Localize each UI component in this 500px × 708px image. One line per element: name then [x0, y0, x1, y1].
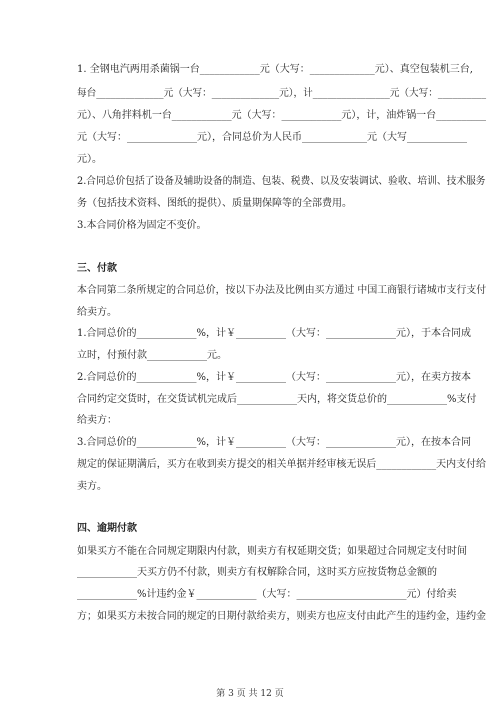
- payment-item-1-line-2: 立时，付预付款____________元。: [77, 350, 227, 361]
- payment-item-3-line-3: 卖方。: [77, 481, 107, 492]
- price-item-2-line-2: 务（包括技术资料、图纸的提供）、质量期保障等的全部费用。: [77, 198, 352, 209]
- price-item-3: 3.本合同价格为固定不变价。: [77, 220, 207, 231]
- overdue-line-3: ____________%计违约金￥____________（大写：______________________元）付给卖: [77, 589, 457, 600]
- payment-item-3-line-1: 3.合同总价的____________%，计￥__________（大写：______________元），在按本合同: [77, 437, 472, 448]
- price-item-1-line-5: 元）。: [77, 154, 102, 165]
- payment-item-2-line-1: 2.合同总价的____________%，计￥__________（大写：______________元），在卖方按本: [77, 372, 472, 383]
- overdue-line-4: 方；如果买方未按合同的规定的日期付款给卖方，则卖方也应支付由此产生的违约金，违约金: [77, 611, 487, 622]
- price-item-2-line-1: 2.合同总价包括了设备及辅助设备的制造、包装、税费、以及安装调试、验收、培训、技术服务: [77, 176, 486, 187]
- overdue-line-1: 如果买方不能在合同规定期限内付款，则卖方有权延期交货；如果超过合同规定支付时间: [77, 546, 467, 557]
- payment-item-2-line-3: 给卖方：: [77, 415, 117, 426]
- section-heading-payment: 三、付款: [77, 263, 117, 274]
- payment-item-3-line-2: 规定的保证期满后，买方在收到卖方提交的相关单据并经审核无误后____________天内支付给: [77, 459, 487, 470]
- price-item-1-line-2: 每台______________元（大写：______________元），计________________元（大写：__________: [77, 88, 487, 99]
- payment-item-2-line-2: 合同约定交货时，在交货试机完成后____________天内，将交货总价的____________%支付: [77, 394, 477, 405]
- payment-item-1-line-1: 1.合同总价的____________%，计￥__________（大写：______________元），于本合同成: [77, 328, 472, 339]
- price-item-1-line-4: 元（大写：______________元），合同总价为人民币_____________元（大写____________: [77, 132, 467, 143]
- payment-intro-line-2: 给卖方。: [77, 307, 117, 318]
- page-number-footer: 第 3 页 共 12 页: [216, 689, 284, 699]
- price-item-1-line-1: 1. 全钢电汽两用杀菌锅一台____________元（大写：_____________元）、真空包装机三台,: [77, 64, 473, 75]
- price-item-1-line-3: 元）、八角拌料机一台____________元（大写：____________元），计，油炸锅一台__________: [77, 110, 487, 121]
- section-heading-overdue: 四、逾期付款: [77, 523, 137, 534]
- payment-intro-line-1: 本合同第二条所规定的合同总价，按以下办法及比例由买方通过 中国工商银行诸城市支行支付: [77, 285, 487, 296]
- overdue-line-2: ____________天买方仍不付款，则卖方有权解除合同，这时买方应按货物总金额的: [77, 567, 437, 578]
